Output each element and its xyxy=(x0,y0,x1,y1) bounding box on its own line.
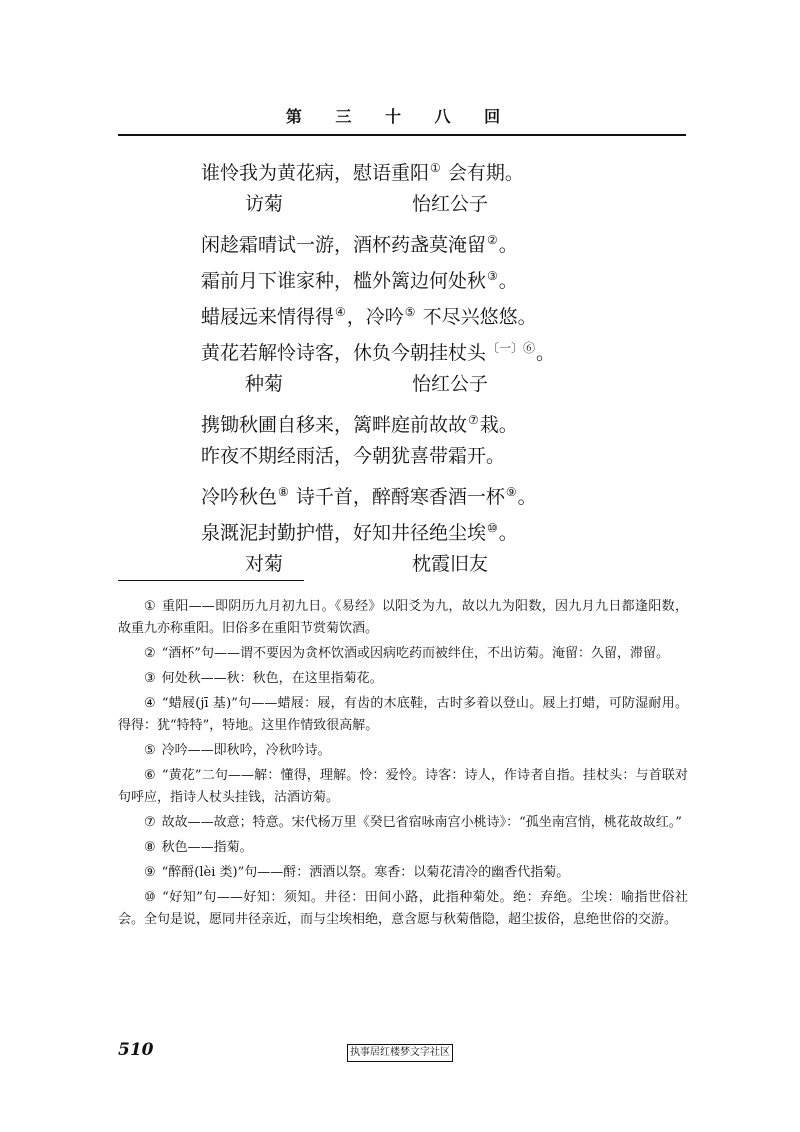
footnote xyxy=(118,887,688,931)
source-stamp: 执事居红楼梦文字社区 xyxy=(347,1044,453,1062)
footnote xyxy=(118,643,688,665)
footnote-mark: ④ xyxy=(144,696,156,711)
footnote xyxy=(118,693,688,737)
footnote xyxy=(118,740,688,762)
footnote-text: “蜡屐(jī 基)”句——蜡屐：屐，有齿的木底鞋，古时多着以登山。屐上打蜡，可防湿耐用。得得：犹“特特”，特地。这里作情致很高解。 xyxy=(118,696,688,733)
poem-text: 。 xyxy=(517,486,537,508)
footnotes xyxy=(118,596,688,934)
poem-line xyxy=(201,402,721,438)
footnote xyxy=(118,837,688,859)
poem-author: 怡红公子 xyxy=(412,373,489,395)
poem-text: 不尽兴悠悠。 xyxy=(416,306,537,328)
note-ref: ⑤ xyxy=(404,305,416,319)
poem-heading xyxy=(201,366,721,402)
chapter-header: 第 三 十 八 回 xyxy=(285,107,515,126)
footnote-mark: ⑥ xyxy=(144,768,156,783)
footnote xyxy=(118,862,688,884)
note-ref: ⑦ xyxy=(468,413,479,427)
poem-body xyxy=(201,150,721,582)
poem-text: 携锄秋圃自移来，篱畔庭前故故 xyxy=(201,414,468,436)
note-ref: ⑩ xyxy=(487,521,498,535)
poem-text: 霜前月下谁家种，槛外篱边何处秋 xyxy=(201,270,487,292)
footnote-mark: ⑨ xyxy=(144,865,156,880)
footnote-text: 重阳——即阴历九月初九日。《易经》以阳爻为九，故以九为阳数，因九月九日都逢阳数，故重九亦称重阳。旧俗多在重阳节赏菊饮酒。 xyxy=(118,599,688,636)
poem-text: ，冷吟 xyxy=(346,306,404,328)
poem-text: 。 xyxy=(498,522,518,544)
footnote-mark: ① xyxy=(144,599,156,614)
footnote xyxy=(118,812,688,834)
footnote-mark: ⑩ xyxy=(144,890,157,905)
footnote-text: 何处秋——秋：秋色，在这里指菊花。 xyxy=(161,671,383,686)
footnote-text: “醉酹(lèi 类)”句——酹：洒酒以祭。寒香：以菊花清冷的幽香代指菊。 xyxy=(161,865,570,880)
footnote-text: 冷吟——即秋吟，冷秋吟诗。 xyxy=(161,743,331,758)
note-ref: ⑧ xyxy=(278,485,289,499)
poem-text: 黄花若解怜诗客，休负今朝挂杖头 xyxy=(201,342,487,364)
poem-line xyxy=(201,330,721,366)
poem-text: 。 xyxy=(536,342,556,364)
note-ref: ① xyxy=(430,161,441,175)
poem-text: 。 xyxy=(498,270,518,292)
note-ref: ② xyxy=(487,233,498,247)
poem-title: 种菊 xyxy=(245,373,284,395)
poem-text: 泉溉泥封勤护惜，好知井径绝尘埃 xyxy=(201,522,487,544)
footnote-text: 故故——故意；特意。宋代杨万里《癸巳省宿咏南宫小桃诗》：“孤坐南宫悄，桃花故故红。” xyxy=(161,815,682,830)
note-ref: 〔一〕⑥ xyxy=(487,341,536,355)
footnote-text: “酒杯”句——谓不要因为贪杯饮酒或因病吃药而被绊住，不出访菊。淹留：久留，滞留。 xyxy=(161,646,669,661)
poem-line xyxy=(201,510,721,546)
poem-text: 。 xyxy=(498,234,518,256)
note-ref: ⑨ xyxy=(505,485,517,499)
poem-text: 诗千首，醉酹寒香酒一杯 xyxy=(289,486,505,508)
footnote-text: 秋色——指菊。 xyxy=(161,840,253,855)
footnote-text: “好知”句——好知：须知。井径：田间小路，此指种菊处。绝：弃绝。尘埃：喻指世俗社会。全句是说，愿同井径亲近，而与尘埃相绝，意含愿与秋菊偕隐，超尘拔俗，息绝世俗的交游。 xyxy=(118,890,689,927)
poem-line xyxy=(201,294,721,330)
poem-author: 怡红公子 xyxy=(412,193,489,215)
poem-line xyxy=(201,222,721,258)
footnote-mark: ⑦ xyxy=(144,815,156,830)
note-ref: ④ xyxy=(335,305,346,319)
poem-text: 会有期。 xyxy=(441,162,524,184)
footnote-text: “黄花”二句——解：懂得，理解。怜：爱怜。诗客：诗人，作诗者自指。挂杖头：与首联对句呼应，指诗人杖头挂钱，沽酒访菊。 xyxy=(118,768,689,805)
footnote xyxy=(118,596,688,640)
poem-heading xyxy=(201,546,721,582)
poem-text: 闲趁霜晴试一游，酒杯药盏莫淹留 xyxy=(201,234,487,256)
poem-text: 冷吟秋色 xyxy=(201,486,278,508)
header-rule xyxy=(118,134,686,136)
footnote-rule xyxy=(118,580,304,581)
footnote xyxy=(118,765,688,809)
poem-text: 栽。 xyxy=(479,414,518,436)
poem-text: 谁怜我为黄花病，慰语重阳 xyxy=(201,162,430,184)
footnote-mark: ⑧ xyxy=(144,840,156,855)
poem-line xyxy=(201,258,721,294)
poem-heading xyxy=(201,186,721,222)
poem-title: 访菊 xyxy=(245,193,284,215)
footnote xyxy=(118,668,688,690)
poem-line xyxy=(201,150,721,186)
page-number: 510 xyxy=(118,1040,154,1060)
footnote-mark: ② xyxy=(144,646,156,661)
poem-text: 昨夜不期经雨活，今朝犹喜带霜开。 xyxy=(201,445,506,467)
poem-author: 枕霞旧友 xyxy=(412,553,489,575)
footnote-mark: ③ xyxy=(144,671,156,686)
poem-line xyxy=(201,474,721,510)
footnote-mark: ⑤ xyxy=(144,743,156,758)
poem-line xyxy=(201,438,721,474)
poem-title: 对菊 xyxy=(245,553,284,575)
note-ref: ③ xyxy=(487,269,498,283)
poem-text: 蜡屐远来情得得 xyxy=(201,306,335,328)
